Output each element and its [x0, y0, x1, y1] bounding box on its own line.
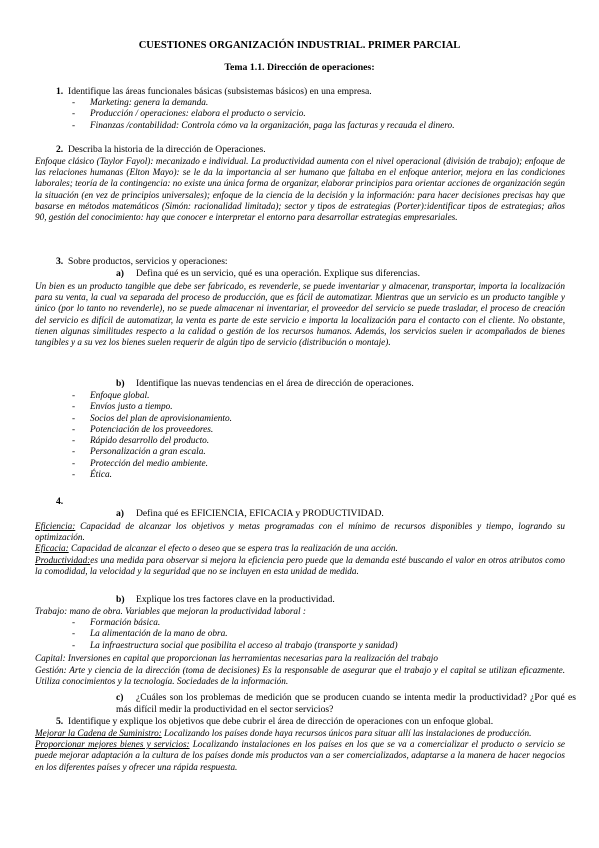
question-4c-label: c) — [116, 692, 124, 703]
factor-trabajo: Trabajo: mano de obra. Variables que mejoran la productividad laboral : — [35, 606, 306, 616]
definition-eficiencia — [35, 521, 565, 543]
objective-text: Localizando instalaciones en los países en los que se va a comercializar el producto o servicio se puede mejorar adaptación a la cultura de los países donde mis productos van a ser comercializados, adaptarse a la manera de hacer negocios en los diferentes países y ofrecer una rápida respuesta. — [35, 739, 565, 772]
question-4b-text: Explique los tres factores clave en la productividad. — [136, 594, 335, 605]
question-4b-label: b) — [116, 594, 125, 605]
question-5-text: Identifique y explique los objetivos que debe cubrir el área de dirección de operaciones con un enfoque global. — [68, 716, 494, 727]
question-1-list — [72, 98, 572, 132]
objective-cadena-suministro — [35, 728, 565, 739]
definition-term: Eficacia: — [35, 543, 69, 554]
factor-capital: Capital: Inversiones en capital que proporcionan las herramientas necesarias para la realización del trabajo — [35, 653, 438, 663]
objective-term: Proporcionar mejores bienes y servicios: — [35, 739, 190, 750]
question-2-number: 2. — [56, 144, 64, 155]
question-3b-list — [72, 391, 572, 481]
list-item: - Marketing: genera la demanda. — [72, 98, 572, 109]
question-2 — [56, 144, 576, 156]
list-item: - La alimentación de la mano de obra. — [72, 629, 572, 640]
list-item: - Producción / operaciones: elabora el producto o servicio. — [72, 109, 572, 120]
definition-term: Productividad: — [35, 554, 91, 565]
question-3b-text: Identifique las nuevas tendencias en el área de dirección de operaciones. — [136, 378, 414, 389]
question-4-number: 4. — [56, 496, 64, 507]
question-3a-label: a) — [116, 268, 124, 279]
definition-term: Eficiencia: — [35, 521, 76, 531]
list-item: - Potenciación de los proveedores. — [72, 425, 572, 436]
definition-text: Capacidad de alcanzar el efecto o deseo que se espera tras la realización de una acción. — [68, 543, 398, 554]
factor-trabajo-list — [72, 618, 572, 652]
list-item: - Envíos justo a tiempo. — [72, 402, 572, 413]
definition-eficacia — [35, 543, 565, 554]
question-3b-label: b) — [116, 378, 125, 389]
question-5-answer — [35, 728, 565, 773]
definition-text: es una medida para observar si mejora la eficiencia pero puede que la demanda esté buscando el valor en otros atributos como la comodidad, la velocidad y la seguridad que no se incluyen en esta unidad de medida. — [35, 554, 565, 576]
list-item: - Finanzas /contabilidad: Controla cómo va la organización, paga las facturas y recauda el dinero. — [72, 121, 572, 132]
question-3b — [116, 378, 576, 390]
list-item: - Rápido desarrollo del producto. — [72, 436, 572, 447]
objective-text: Localizando los países donde haya recursos únicos para situar allí las instalaciones de producción. — [161, 728, 532, 738]
question-4c-text: ¿Cuáles son los problemas de medición que se producen cuando se intenta medir la productividad? ¿Por qué es más difícil medir la productividad en el sector servicios? — [116, 692, 576, 715]
question-4b — [116, 594, 576, 606]
list-item: - Protección del medio ambiente. — [72, 459, 572, 470]
list-item: - Socios del plan de aprovisionamiento. — [72, 414, 572, 425]
list-item: - La infraestructura social que posibilita el acceso al trabajo (transporte y sanidad) — [72, 641, 572, 652]
objective-mejores-bienes — [35, 739, 565, 773]
question-4 — [56, 496, 96, 508]
question-1 — [56, 86, 576, 98]
question-3 — [56, 256, 576, 268]
question-3a-text: Defina qué es un servicio, qué es una operación. Explique sus diferencias. — [136, 268, 420, 279]
question-4c — [116, 692, 576, 715]
question-3-text: Sobre productos, servicios y operaciones: — [68, 256, 228, 267]
question-4a-answer — [35, 521, 565, 577]
list-item: - Ética. — [72, 470, 572, 481]
question-4a — [116, 508, 576, 520]
document-title: CUESTIONES ORGANIZACIÓN INDUSTRIAL. PRIMER PARCIAL — [138, 40, 461, 51]
question-2-text: Describa la historia de la dirección de Operaciones. — [68, 144, 266, 155]
question-5-number: 5. — [56, 716, 64, 727]
objective-term: Mejorar la Cadena de Suministro: — [35, 728, 162, 738]
question-4a-text: Defina qué es EFICIENCIA, EFICACIA y PRODUCTIVIDAD. — [136, 508, 384, 519]
definition-productividad — [35, 555, 565, 577]
list-item: - Personalización a gran escala. — [72, 447, 572, 458]
question-3a — [116, 268, 576, 280]
question-2-answer: Enfoque clásico (Taylor Fayol): mecanizado e individual. La productividad aumenta con el nivel operacional (división de trabajo); enfoque de las relaciones humanas (Elton Mayo): se le da la importancia al ser humano que faltaba en el enfoque anterior, mejora en las condiciones laborales; teoría de la contingencia: no existe una única forma de organizar, elaborar principios para orientar acciones de organización según la situación (en vez de principios universales); enfoque de la ciencia de la decisión y la información: para hacer decisiones precisas hay que basarse en métodos matemáticos (Simón: racionalidad limitada); sector y tipos de estrategias (Porter):identificar tipos de estrategias; años 90, gestión del conocimiento: hay que conocer e interpretar el entorno para desarrollar estrategias empresariales. — [35, 156, 565, 223]
list-item: - Enfoque global. — [72, 391, 572, 402]
section-title: Tema 1.1. Dirección de operaciones: — [224, 62, 375, 73]
factor-gestion: Gestión: Arte y ciencia de la dirección (toma de decisiones) Es la responsable de asegurar que el trabajo y el capital se utilizan eficazmente. Utiliza conocimientos y la tecnología. Sociedades de la información. — [35, 665, 565, 687]
question-3-number: 3. — [56, 256, 64, 267]
question-4a-label: a) — [116, 508, 124, 519]
list-item: - Formación básica. — [72, 618, 572, 629]
definition-text: Capacidad de alcanzar los objetivos y metas programadas con el mínimo de recursos disponibles y tiempo, logrando su optimización. — [35, 521, 565, 543]
question-5 — [56, 716, 576, 728]
question-1-number: 1. — [56, 86, 64, 97]
question-3a-answer: Un bien es un producto tangible que debe ser fabricado, es revenderle, se puede inventariar y almacenar, transportar, importa la localización para su venta, la cual va separada del proceso de producción, que es fácil de automatizar. Mientras que un servicio es un producto tangible y único (por lo tanto no revenderle), no se puede almacenar ni inventariar, el proveedor del servicio se puede trasladar, el proceso de creación del servicio es difícil de automatizar, la venta es parte de este servicio e importa la localización para el contacto con el cliente. No obstante, tienen algunas similitudes respecto a la calidad o gestión de los recursos humanos. Además, los servicios suelen ir acompañados de bienes tangibles y a su vez los bienes suelen requerir de algún tipo de servicio (distribución o montaje). — [35, 281, 565, 348]
question-1-text: Identifique las áreas funcionales básicas (subsistemas básicos) en una empresa. — [68, 86, 372, 97]
